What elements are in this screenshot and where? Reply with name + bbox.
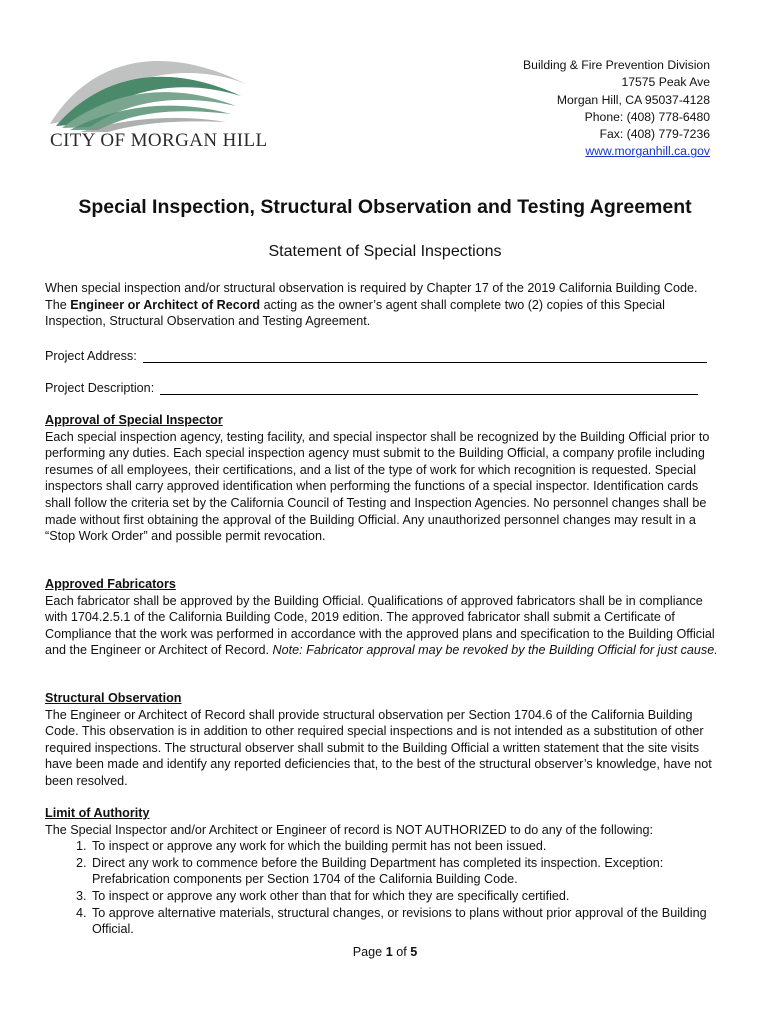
fabricators-text: Each fabricator shall be approved by the Building Official. Qualifications of approved fabricators shall be in compliance with 1704.2.5.1 of the California Building Code, 2019 edition. The approved fabricator shall submit a Certificate of Compliance that the work was performed in accordance with the approved plans and specification to the Building Official and the Engineer or Architect of Record. (45, 593, 715, 658)
fabricators-note: Note: Fabricator approval may be revoked by the Building Official for just cause. (272, 643, 718, 658)
structural-section (45, 690, 723, 790)
page-number (0, 945, 770, 959)
approval-section (45, 412, 723, 545)
list-item: 4. To approve alternative materials, structural changes, or revisions to plans without prior approval of the Building Official. (90, 905, 723, 938)
project-description-label: Project Description: (45, 381, 155, 395)
phone-number: Phone: (408) 778-6480 (584, 109, 710, 124)
current-page: 1 (385, 945, 393, 959)
structural-heading: Structural Observation (45, 691, 182, 705)
city-logo (46, 44, 268, 154)
document-subtitle: Statement of Special Inspections (268, 243, 502, 260)
document-title: Special Inspection, Structural Observation and Testing Agreement (78, 196, 692, 218)
division-address (523, 57, 710, 161)
division-name: Building & Fire Prevention Division (523, 58, 710, 72)
list-item: 3. To inspect or approve any work other than that for which they are specifically certified. (90, 888, 723, 905)
city-address: Morgan Hill, CA 95037-4128 (556, 92, 710, 107)
intro-text-1: When special inspection and/or structural observation is required by Chapter 17 of the 2019 California Building Code. The (45, 281, 698, 312)
intro-text-2: acting as the owner’s agent shall complete two (2) copies of this Special Inspection, Structural Observation and Testing Agreement. (45, 297, 665, 328)
street-address: 17575 Peak Ave (621, 75, 710, 90)
total-pages: 5 (410, 945, 418, 959)
limit-text: The Special Inspector and/or Architect or Engineer of record is NOT AUTHORIZED to do any of the following: (45, 822, 654, 837)
fabricators-heading: Approved Fabricators (45, 577, 176, 591)
fabricators-section (45, 576, 723, 659)
project-address-field[interactable] (45, 348, 707, 363)
intro-paragraph (45, 280, 721, 330)
city-logo-hills-icon (46, 44, 256, 134)
list-item: 1. To inspect or approve any work for which the building permit has not been issued. (90, 838, 723, 855)
project-description-line[interactable] (160, 380, 698, 395)
intro-bold-text: Engineer or Architect of Record (70, 297, 261, 312)
project-address-label: Project Address: (45, 349, 137, 363)
project-description-field[interactable] (45, 380, 698, 395)
structural-text: The Engineer or Architect of Record shall provide structural observation per Section 1704.6 of the California Building Code. This observation is in addition to other required special inspections and is not intended as a substitution of other required inspections. The structural observer shall submit to the Building Official a written statement that the site visits have been made and identify any reported deficiencies that, to the best of the structural observer’s knowledge, have not been resolved. (45, 707, 712, 788)
page-prefix: Page (352, 945, 386, 959)
limit-section (45, 805, 723, 938)
approval-heading: Approval of Special Inspector (45, 413, 223, 427)
approval-text: Each special inspection agency, testing facility, and special inspector shall be recognized by the Building Official prior to performing any duties. Each special inspection agency must submit to the Building Official, a company profile including resumes of all employees, their certifications, and a list of the type of work for which recognition is requested. Special inspectors shall carry approved identification when performing the functions of a special inspector. Identification cards shall follow the criteria set by the California Council of Testing and Inspection Agencies. No personnel changes shall be made without first obtaining the approval of the Building Official. Any unauthorized personnel changes may result in a “Stop Work Order” and possible permit revocation. (45, 429, 710, 544)
limit-list (45, 838, 723, 938)
logo-text: CITY OF MORGAN HILL (50, 130, 268, 151)
limit-heading: Limit of Authority (45, 806, 150, 820)
website-link[interactable]: www.morganhill.ca.gov (585, 144, 710, 159)
fax-number: Fax: (408) 779-7236 (599, 127, 710, 142)
project-address-line[interactable] (143, 348, 707, 363)
fabricators-paragraph (45, 593, 723, 659)
page-of: of (392, 945, 411, 959)
list-item: 2. Direct any work to commence before the Building Department has completed its inspection. Exception: Prefabrication components per Section 1704 of the California Building Code. (90, 855, 723, 888)
